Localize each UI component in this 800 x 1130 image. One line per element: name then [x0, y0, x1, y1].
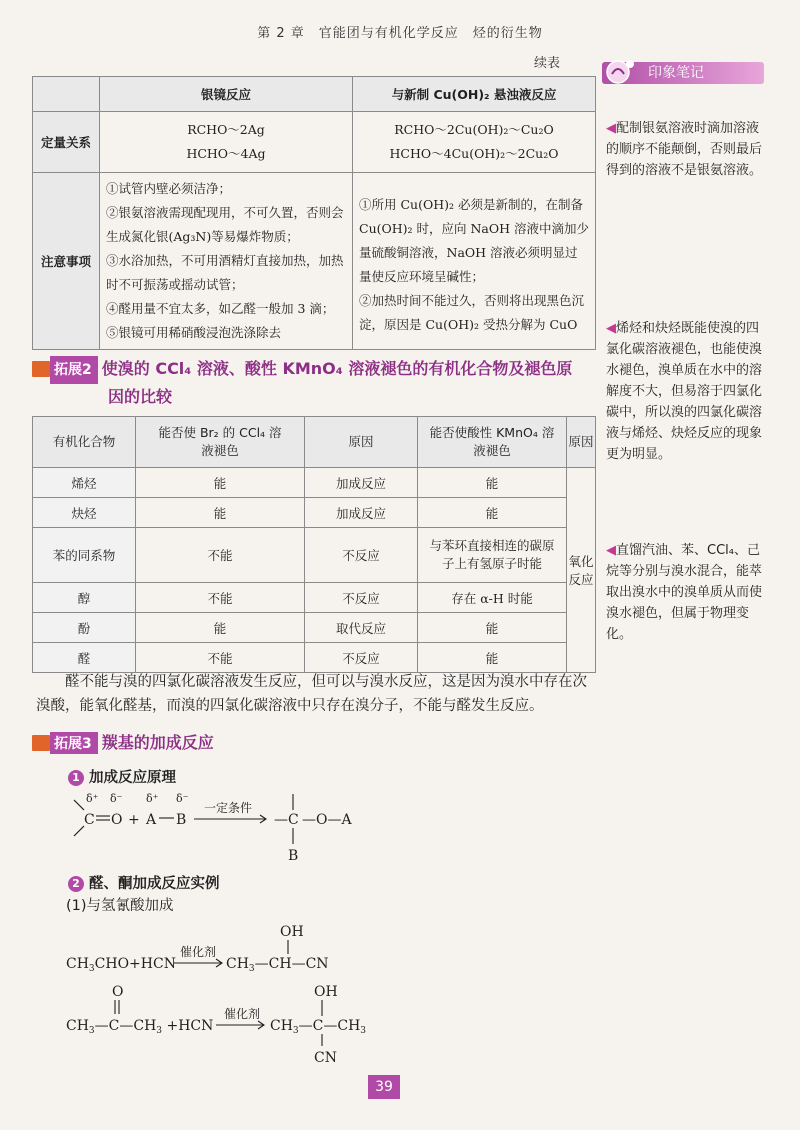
section2-title-line1: 使溴的 CCl₄ 溶液、酸性 KMnO₄ 溶液褪色的有机化合物及褪色原 [101, 359, 573, 378]
note-arrow-icon: ◀ [606, 121, 616, 136]
subsection-2 [68, 872, 220, 893]
table2-header: 能否使酸性 KMnO₄ 溶液褪色 [418, 417, 567, 468]
svg-text:+: + [128, 812, 140, 828]
svg-text:—: — [274, 812, 288, 828]
table2-cell: 存在 α-H 时能 [418, 583, 567, 613]
table1-r1c2-line: HCHO～4Cu(OH)₂～2Cu₂O [389, 146, 559, 161]
addition-principle-diagram [66, 788, 366, 868]
table2-header: 原因 [305, 417, 418, 468]
sidebar-note-2 [606, 318, 762, 465]
table2-cell: 能 [136, 613, 305, 643]
decolorization-table [32, 416, 596, 673]
silver-mirror-table [32, 76, 596, 350]
svg-text:CH3—CH—CN: $CH_3—CH—CN$ [226, 956, 329, 974]
table2-cell: 不能 [136, 528, 305, 583]
subsection-2a: (1)与氢氰酸加成 [66, 898, 174, 914]
table1-row2-label: 注意事项 [33, 173, 100, 350]
catalyst-label: 催化剂 [224, 1007, 261, 1021]
table1-r2c1-item: ⑤银镜可用稀硝酸浸泡洗涤除去 [106, 325, 282, 340]
notes-banner: 印象笔记 [602, 62, 764, 84]
table1-r2c1-item: ④醛用量不宜太多，如乙醛一般加 3 滴； [106, 301, 335, 316]
table2-cell: 炔烃 [33, 498, 136, 528]
table2-cell: 不反应 [305, 583, 418, 613]
section2-tag: 拓展2 [50, 356, 98, 384]
table2-cell: 能 [418, 613, 567, 643]
table2-cell: 能 [136, 498, 305, 528]
table1-corner [33, 77, 100, 112]
delta-minus: δ⁻ [110, 792, 123, 805]
subsection-2-title: 醛、酮加成反应实例 [89, 876, 220, 892]
sidebar-note-1-text: 配制银氨溶液时滴加溶液的顺序不能颠倒，否则最后得到的溶液不是银氨溶液。 [606, 121, 763, 178]
table2-cell: 加成反应 [305, 498, 418, 528]
table2-merged-reason: 氧化反应 [567, 468, 596, 673]
table2-cell: 能 [418, 468, 567, 498]
table1-row1-label: 定量关系 [33, 112, 100, 173]
svg-text:—O—A: —O—A [302, 812, 352, 828]
table1-r2c2-item: ②加热时间不能过久，否则将出现黑色沉淀，原因是 Cu(OH)₂ 受热分解为 CuO [359, 293, 585, 332]
table2-cell: 醛 [33, 643, 136, 673]
table-row [33, 583, 596, 613]
table2-header: 能否使 Br₂ 的 CCl₄ 溶液褪色 [136, 417, 305, 468]
chapter-header: 第 2 章 官能团与有机化学反应 烃的衍生物 [257, 26, 543, 41]
sidebar-note-3-text: 直馏汽油、苯、CCl₄、己烷等分别与溴水混合，能萃取出溴水中的溴单质从而使溴水褪色，但属于物理变化。 [606, 543, 763, 642]
table1-r1c1-line: RCHO～2Ag [187, 122, 265, 137]
table-row [33, 498, 596, 528]
table2-cell: 加成反应 [305, 468, 418, 498]
subsection-1-title: 加成反应原理 [89, 770, 176, 786]
notes-logo-icon [604, 56, 640, 86]
sidebar-note-1 [606, 118, 762, 181]
section3-title [32, 730, 214, 754]
book-icon [32, 735, 50, 751]
aldehyde-paragraph: 醛不能与溴的四氯化碳溶液发生反应，但可以与溴水反应，这是因为溴水中存在次溴酸，能氧化醛基，而溴的四氯化碳溶液中只存在溴分子，不能与醛发生反应。 [36, 674, 587, 714]
table1-r2c1-item: ③水浴加热，不可用酒精灯直接加热，加热时不可振荡或摇动试管； [106, 253, 344, 292]
page-number: 39 [368, 1075, 400, 1099]
svg-text:CH3—C—CH3: $CH_3—C—CH_3$ [270, 1018, 367, 1036]
table1-r2c1-item: ①试管内壁必须洁净； [106, 181, 232, 196]
oxygen-label: O [111, 812, 123, 828]
book-icon [32, 361, 50, 377]
table2-cell: 不能 [136, 643, 305, 673]
svg-text:CH3CHO+HCN: $CH_3CHO+HCN$ [66, 956, 176, 974]
table1-r2c2-item: ①所用 Cu(OH)₂ 必须是新制的，在制备 Cu(OH)₂ 时，应向 NaOH 溶液中滴加少量硫酸铜溶液，NaOH 溶液必须明显过量使反应环境呈碱性； [359, 197, 589, 284]
svg-text:O: O [112, 984, 124, 1000]
table2-cell: 苯的同系物 [33, 528, 136, 583]
svg-text:C: C [288, 812, 299, 828]
table2-header: 原因 [567, 417, 596, 468]
svg-text:CN: CN [314, 1050, 337, 1064]
table1-col2-header: 与新制 Cu(OH)₂ 悬浊液反应 [353, 77, 596, 112]
table1-r2c1-item: ②银氨溶液需现配现用，不可久置，否则会生成氮化银(Ag₃N)等易爆炸物质； [106, 205, 344, 244]
table2-cell: 醇 [33, 583, 136, 613]
svg-text:A: A [146, 812, 157, 828]
table2-cell: 烯烃 [33, 468, 136, 498]
table-row [33, 643, 596, 673]
hcn-addition-acetaldehyde [66, 920, 386, 976]
table2-cell: 能 [418, 643, 567, 673]
table2-cell: 取代反应 [305, 613, 418, 643]
subsection-1 [68, 766, 176, 787]
table1-r1c2-line: RCHO～2Cu(OH)₂～Cu₂O [394, 122, 554, 137]
table2-header: 有机化合物 [33, 417, 136, 468]
table2-cell: 酚 [33, 613, 136, 643]
table2-cell: 能 [418, 498, 567, 528]
catalyst-label: 催化剂 [180, 945, 217, 959]
note-arrow-icon: ◀ [606, 321, 616, 336]
table-row [33, 528, 596, 583]
section3-tag: 拓展3 [50, 732, 98, 754]
table-row [33, 613, 596, 643]
section2-title [32, 356, 598, 410]
svg-text:δ⁻: δ⁻ [176, 792, 189, 805]
sidebar-note-2-text: 烯烃和炔烃既能使溴的四氯化碳溶液褪色，也能使溴水褪色，溴单质在水中的溶解度不大，但易溶于四氯化碳中，所以溴的四氯化碳溶液与烯烃、炔烃反应的现象更为明显。 [606, 321, 763, 462]
table1-r1c1-line: HCHO～4Ag [186, 146, 266, 161]
table2-cell: 与苯环直接相连的碳原子上有氢原子时能 [418, 528, 567, 583]
continued-label: 续表 [534, 56, 561, 71]
svg-text:OH: OH [280, 924, 304, 940]
number-1-icon: 1 [68, 770, 84, 786]
table2-cell: 能 [136, 468, 305, 498]
svg-text:B: B [176, 812, 187, 828]
sidebar-note-3 [606, 540, 762, 645]
hcn-addition-acetone [66, 980, 386, 1064]
table2-cell: 不反应 [305, 643, 418, 673]
condition-label: 一定条件 [204, 801, 253, 815]
note-arrow-icon: ◀ [606, 543, 616, 558]
svg-text:δ⁺: δ⁺ [146, 792, 159, 805]
svg-text:B: B [288, 848, 299, 864]
table1-col1-header: 银镜反应 [100, 77, 353, 112]
carbon-label: C [84, 812, 95, 828]
svg-text:OH: OH [314, 984, 338, 1000]
section3-title-text: 羰基的加成反应 [101, 733, 214, 752]
table2-cell: 不反应 [305, 528, 418, 583]
table2-cell: 不能 [136, 583, 305, 613]
delta-plus: δ⁺ [86, 792, 99, 805]
svg-text:CH3—C—CH3 +HCN: $CH_3—C—CH_3 +HCN$ [66, 1018, 214, 1036]
table-row [33, 468, 596, 498]
number-2-icon: 2 [68, 876, 84, 892]
section2-title-line2: 因的比较 [108, 387, 173, 406]
